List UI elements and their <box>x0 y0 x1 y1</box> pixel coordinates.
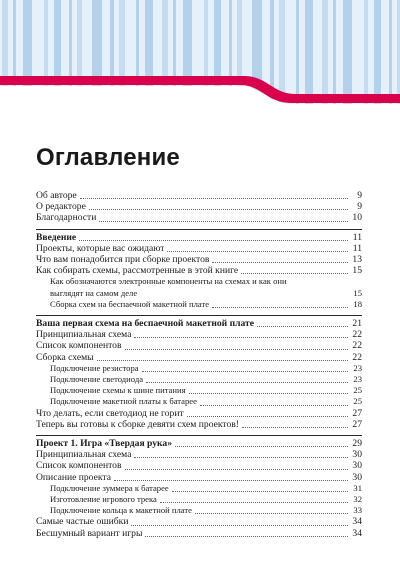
toc-entry-page: 10 <box>352 212 362 224</box>
toc-entry-page: 29 <box>352 438 362 450</box>
toc-entry-title: Подключение светодиода <box>50 374 144 385</box>
toc-entry[interactable] <box>36 528 362 539</box>
dot-leader <box>200 404 348 406</box>
toc-entry-title: О редакторе <box>36 201 86 213</box>
toc-entry-page: 15 <box>352 265 362 277</box>
toc-entry[interactable] <box>36 494 362 505</box>
toc-entry[interactable] <box>36 483 362 494</box>
toc-entry-page: 11 <box>352 231 362 243</box>
toc-entry-page: 25 <box>353 385 362 396</box>
toc-entry-page: 31 <box>353 482 362 493</box>
toc-entry-page: 27 <box>352 407 362 419</box>
header-decoration <box>0 0 400 112</box>
dot-leader <box>99 220 348 222</box>
toc-entry-title: Подключение схемы к шине питания <box>50 385 186 396</box>
toc-entry-title: Благодарности <box>36 212 97 224</box>
toc-entry[interactable] <box>36 374 362 385</box>
toc-entry-page: 33 <box>353 505 362 516</box>
dot-leader <box>187 415 348 417</box>
toc-entry-title: Проект 1. Игра «Твердая рука» <box>36 438 173 450</box>
toc-entry-title: Проекты, которые вас ожидают <box>36 242 165 254</box>
dot-leader <box>125 348 349 350</box>
toc-entry-title: Об авторе <box>36 190 77 201</box>
dot-leader <box>142 370 348 372</box>
toc-entry-title: Подключение резистора <box>50 362 139 373</box>
toc-entry[interactable] <box>36 408 362 419</box>
dot-leader <box>195 512 348 514</box>
toc-entry-page: 30 <box>352 471 362 483</box>
dot-leader <box>212 306 348 308</box>
toc-entry-page: 22 <box>352 329 362 341</box>
toc-entry-title: Бесшумный вариант игры <box>36 527 143 539</box>
toc-entry-title: Самые частые ошибки <box>36 516 129 528</box>
dot-leader <box>167 250 348 252</box>
toc-entry[interactable] <box>36 212 362 223</box>
dot-leader <box>146 381 348 383</box>
dot-leader <box>189 392 348 394</box>
toc-entry[interactable] <box>36 363 362 374</box>
toc-entry[interactable] <box>36 276 362 298</box>
toc-entry-page: 34 <box>352 516 362 528</box>
dot-leader <box>145 535 348 537</box>
toc-entry-title: Список компонентов <box>36 340 122 352</box>
toc-entry[interactable] <box>36 472 362 483</box>
toc-entry-title: Что вам понадобится при сборке проектов <box>36 254 210 266</box>
toc-entry-page: 27 <box>352 418 362 430</box>
toc-entry-page: 34 <box>352 527 362 539</box>
toc-entry-page: 32 <box>353 494 362 505</box>
dot-leader <box>257 325 348 327</box>
dot-leader <box>114 479 348 481</box>
dot-leader <box>80 197 348 199</box>
toc-entry-page: 13 <box>352 254 362 266</box>
toc-entry-page: 22 <box>352 351 362 363</box>
toc-entry[interactable] <box>36 243 362 254</box>
toc-entry-title: Введение <box>36 231 77 243</box>
toc-entry-title: Ваша первая схема на беспаечной макетной плате <box>36 318 255 330</box>
toc-entry-title: Подключение кольца к макетной плате <box>50 505 192 516</box>
toc-entry-title: Сборка схемы <box>36 351 94 363</box>
dot-leader <box>125 468 349 470</box>
toc-entry-page: 11 <box>352 242 362 254</box>
toc-section <box>36 229 362 310</box>
toc-entry[interactable] <box>36 505 362 516</box>
toc-entry[interactable] <box>36 419 362 430</box>
toc-entry-page: 9 <box>357 190 362 201</box>
toc-entry[interactable] <box>36 254 362 265</box>
dot-leader <box>242 426 348 428</box>
toc-entry-title: Описание проекта <box>36 471 111 483</box>
toc-entry-page: 30 <box>352 449 362 461</box>
toc-entry-title: Сборка схем на беспаечной макетной плате <box>50 298 210 309</box>
toc-entry-title: Теперь вы готовы к сборке девяти схем проектов! <box>36 418 240 430</box>
toc-entry-page: 9 <box>357 201 362 213</box>
dot-leader <box>212 261 348 263</box>
dot-leader <box>97 359 348 361</box>
toc-entry-title: Как обозначаются электронные компоненты на схемах и как они выглядят на самом деле <box>50 276 287 298</box>
toc-entry-page: 21 <box>352 318 362 330</box>
toc-entry[interactable] <box>36 516 362 527</box>
toc-entry-title: Принципиальная схема <box>36 329 132 341</box>
toc-entry-page: 15 <box>353 287 362 298</box>
toc-entry[interactable] <box>36 460 362 471</box>
toc-entry[interactable] <box>36 232 362 243</box>
toc-entry-title: Изготовление игрового трека <box>50 494 157 505</box>
toc-entry[interactable] <box>36 201 362 212</box>
dot-leader <box>89 208 348 210</box>
dot-leader <box>160 501 348 503</box>
striped-banner <box>0 0 400 112</box>
toc-entry[interactable] <box>36 190 362 201</box>
toc-entry[interactable] <box>36 352 362 363</box>
dot-leader <box>241 272 348 274</box>
toc-entry[interactable] <box>36 340 362 351</box>
dot-leader <box>172 490 348 492</box>
page-title: Оглавление <box>36 144 180 171</box>
toc-entry[interactable] <box>36 329 362 340</box>
toc-entry-title: Список компонентов <box>36 460 122 472</box>
dot-leader <box>134 336 348 338</box>
toc-entry[interactable] <box>36 318 362 329</box>
toc-entry[interactable] <box>36 265 362 276</box>
toc-entry-page: 22 <box>352 340 362 352</box>
toc-entry[interactable] <box>36 299 362 310</box>
dot-leader <box>175 445 348 447</box>
toc-section <box>36 315 362 430</box>
toc-entry-page: 23 <box>353 362 362 373</box>
toc-entry[interactable] <box>36 396 362 407</box>
toc-entry-title: Принципиальная схема <box>36 449 132 461</box>
toc-entry-page: 30 <box>352 460 362 472</box>
dot-leader <box>79 239 348 241</box>
toc-entry-page: 25 <box>353 396 362 407</box>
dot-leader <box>134 456 348 458</box>
toc-entry-title: Подключение макетной платы к батарее <box>50 396 197 407</box>
toc-entry-page: 23 <box>353 374 362 385</box>
toc-entry-page: 18 <box>353 298 362 309</box>
toc-entry-title: Подключение зуммера к батарее <box>50 482 169 493</box>
toc-section <box>36 190 362 224</box>
toc-entry[interactable] <box>36 385 362 396</box>
toc-entry[interactable] <box>36 449 362 460</box>
toc-entry-title: Что делать, если светодиод не горит <box>36 407 184 419</box>
toc-entry-title: Как собирать схемы, рассмотренные в этой книге <box>36 265 239 277</box>
toc-entry[interactable] <box>36 438 362 449</box>
toc-section <box>36 435 362 539</box>
dot-leader <box>131 524 348 526</box>
table-of-contents <box>36 190 362 544</box>
